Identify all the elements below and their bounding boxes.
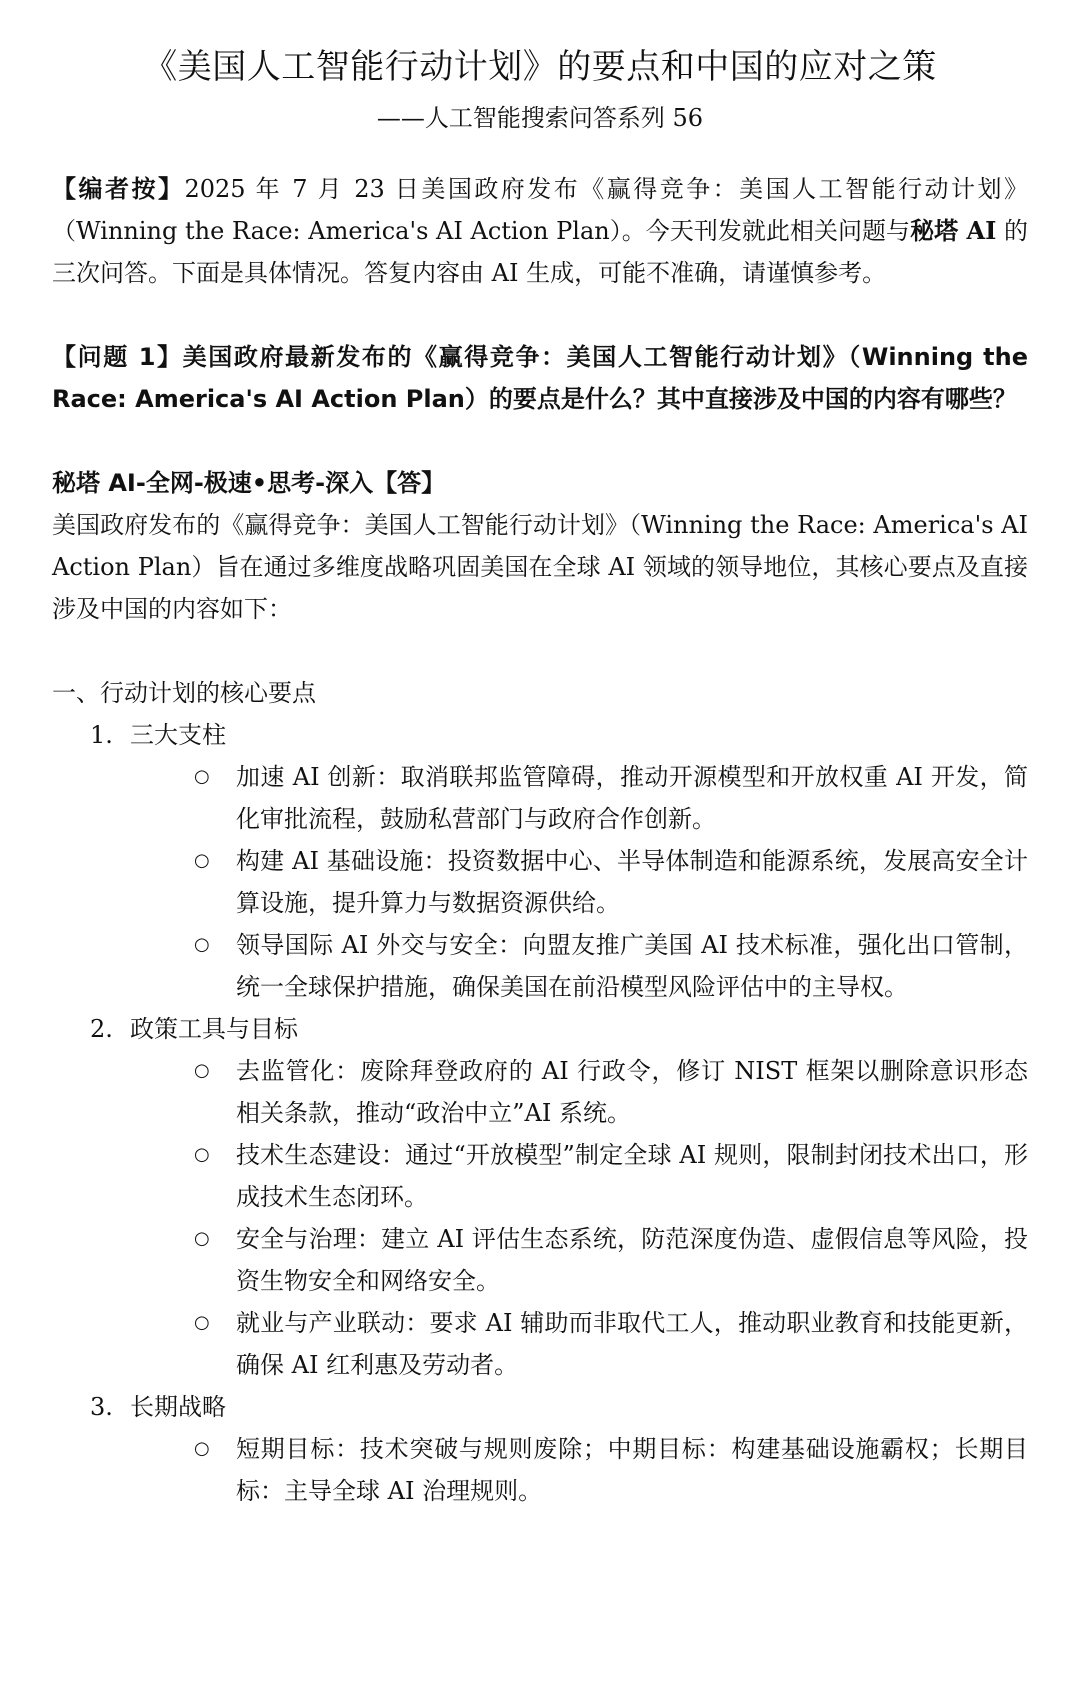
circle-bullet-icon: ○ <box>194 766 210 787</box>
section-1-title: 一、行动计划的核心要点 <box>52 679 316 707</box>
sub-item: ○ 构建 AI 基础设施：投资数据中心、半导体制造和能源系统，发展高安全计算设施，提升算力与数据资源供给。 <box>194 840 1028 924</box>
circle-bullet-icon: ○ <box>194 1060 210 1081</box>
sub-item: ○ 技术生态建设：通过“开放模型”制定全球 AI 规则，限制封闭技术出口，形成技术生态闭环。 <box>194 1134 1028 1218</box>
point-label: 政策工具与目标 <box>130 1015 298 1043</box>
sub-item: ○ 安全与治理：建立 AI 评估生态系统，防范深度伪造、虚假信息等风险，投资生物安全和网络安全。 <box>194 1218 1028 1302</box>
sub-item: ○ 短期目标：技术突破与规则废除；中期目标：构建基础设施霸权；长期目标：主导全球 AI 治理规则。 <box>194 1428 1028 1512</box>
point-number: 2. <box>90 1015 113 1043</box>
editor-note-label: 【编者按】 <box>52 174 185 203</box>
sub-list <box>90 1428 1028 1512</box>
answer-intro: 美国政府发布的《赢得竞争：美国人工智能行动计划》（Winning the Race: America's AI Action Plan）旨在通过多维度战略巩固美国在全球 AI 领域的领导地位，其核心要点及直接涉及中国的内容如下： <box>52 511 1028 623</box>
circle-bullet-icon: ○ <box>194 934 210 955</box>
point-item <box>90 714 1028 1008</box>
circle-bullet-icon: ○ <box>194 850 210 871</box>
point-item <box>90 1008 1028 1386</box>
point-item <box>90 1386 1028 1512</box>
editor-note-text2: 的三次问答。下面是具体情况。答复内容由 AI 生成，可能不准确，请谨慎参考。 <box>52 217 1028 287</box>
circle-bullet-icon: ○ <box>194 1144 210 1165</box>
core-points-list <box>52 714 1028 1512</box>
sub-list <box>90 1050 1028 1386</box>
point-label: 三大支柱 <box>130 721 226 749</box>
answer-heading: 秘塔 AI-全网-极速•思考-深入【答】 <box>52 469 446 497</box>
sub-item: ○ 加速 AI 创新：取消联邦监管障碍，推动开源模型和开放权重 AI 开发，简化审批流程，鼓励私营部门与政府合作创新。 <box>194 756 1028 840</box>
sub-list <box>90 756 1028 1008</box>
document-subtitle: ——人工智能搜索问答系列 56 <box>376 104 704 132</box>
sub-item: ○ 就业与产业联动：要求 AI 辅助而非取代工人，推动职业教育和技能更新，确保 AI 红利惠及劳动者。 <box>194 1302 1028 1386</box>
circle-bullet-icon: ○ <box>194 1312 210 1333</box>
document-title: 《美国人工智能行动计划》的要点和中国的应对之策 <box>143 47 937 87</box>
circle-bullet-icon: ○ <box>194 1228 210 1249</box>
sub-item: ○ 去监管化：废除拜登政府的 AI 行政令，修订 NIST 框架以删除意识形态相关条款，推动“政治中立”AI 系统。 <box>194 1050 1028 1134</box>
editor-note-bold-name: 秘塔 AI <box>910 216 997 245</box>
editor-note-text: 2025 年 7 月 23 日美国政府发布《赢得竞争：美国人工智能行动计划》（Winning the Race: America's AI Action Plan）。今天刊发就此相关问题与 <box>52 175 1029 245</box>
question-1: 【问题 1】美国政府最新发布的《赢得竞争：美国人工智能行动计划》（Winning the Race: America's AI Action Plan）的要点是什么？其中直接涉及中国的内容有哪些？ <box>52 343 1028 413</box>
editor-note <box>52 168 1028 294</box>
point-label: 长期战略 <box>130 1393 226 1421</box>
point-number: 1. <box>90 721 113 749</box>
point-number: 3. <box>90 1393 113 1421</box>
circle-bullet-icon: ○ <box>194 1438 210 1459</box>
sub-item: ○ 领导国际 AI 外交与安全：向盟友推广美国 AI 技术标准，强化出口管制，统一全球保护措施，确保美国在前沿模型风险评估中的主导权。 <box>194 924 1028 1008</box>
